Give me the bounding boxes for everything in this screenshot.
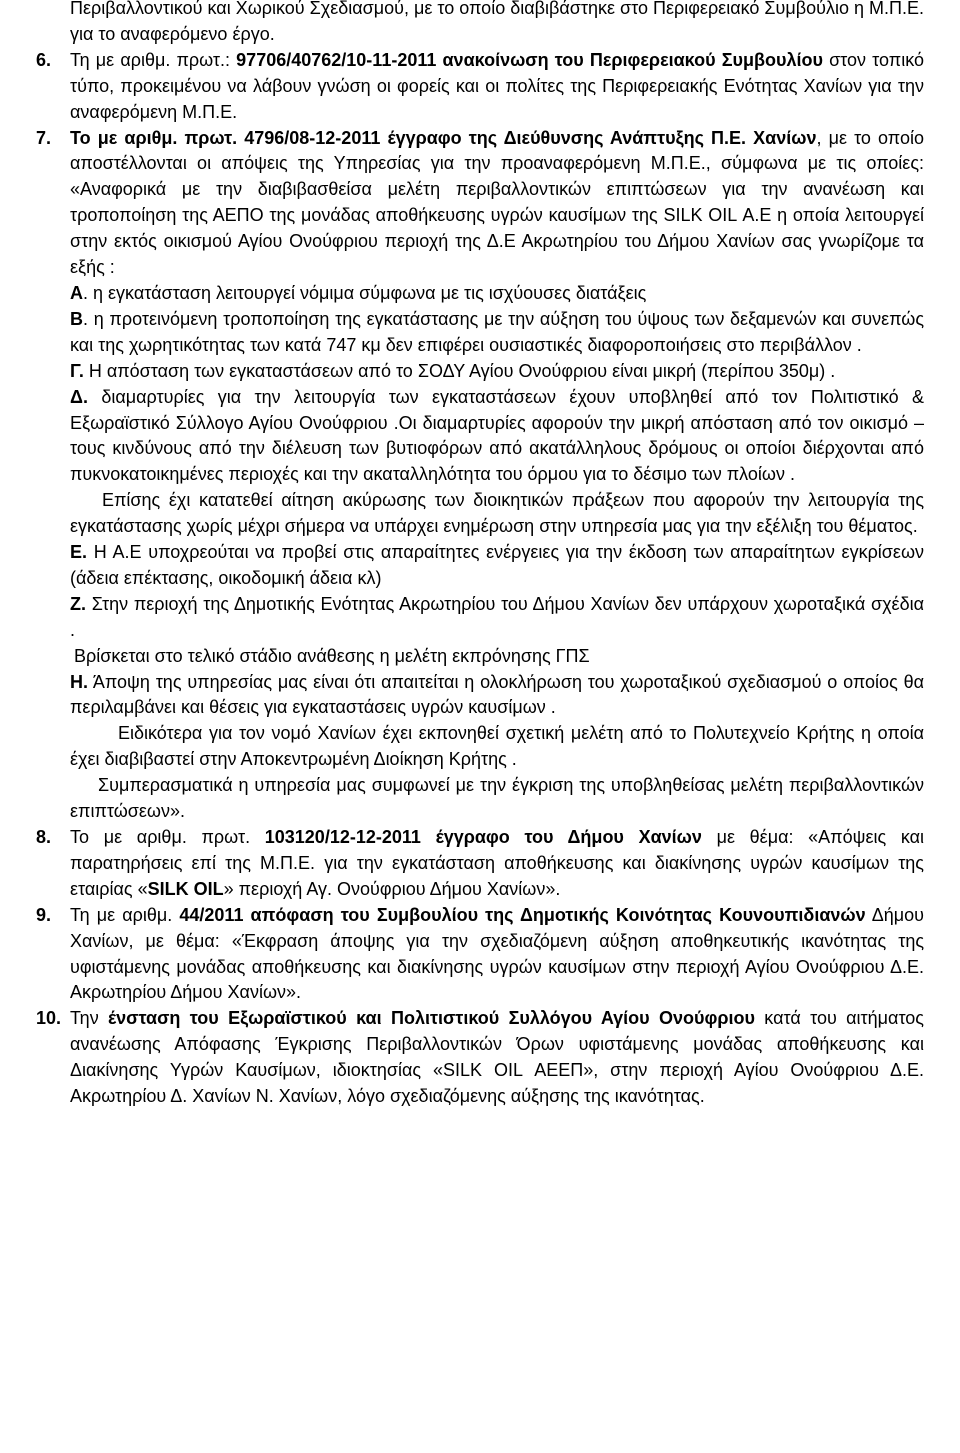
intro-paragraph (70, 0, 924, 48)
item-bold-text: 103120/12-12-2011 έγγραφο του Δήμου Χανίων (264, 827, 702, 847)
point-g (70, 359, 924, 385)
item-number: 8. (36, 827, 52, 847)
conclusion-paragraph: Συμπερασματικά η υπηρεσία μας συμφωνεί με την έγκριση της υποβληθείσας μελέτη περιβαλλοντικών επιπτώσεων». (70, 775, 924, 822)
item-number: 10. (36, 1008, 62, 1029)
point-a (70, 281, 924, 307)
item-text: Τη με αριθμ. (70, 904, 180, 925)
final-stage-paragraph: Βρίσκεται στο τελικό στάδιο ανάθεσης η μελέτη εκπρόνησης ΓΠΣ (74, 645, 590, 666)
intro-text: Περιβαλλοντικού και Χωρικού Σχεδιασμού, με το οποίο διαβιβάστηκε στο Περιφερειακό Συμβούλιο η Μ.Π.Ε. για το αναφερόμενο έργο. (70, 0, 924, 44)
point-b (70, 307, 924, 359)
list-item-8 (36, 825, 925, 903)
point-text: . η προτεινόμενη τροποποίηση της εγκατάστασης με την αύξηση του ύψους των δεξαμενών και συνεπώς και της χωρητικότητας των κατά 747 κμ δεν επιφέρει ουσιαστικές διαφοροποιήσεις στο περιβάλλον . (70, 308, 924, 355)
item-text: Την (70, 1008, 109, 1029)
item-number: 9. (36, 904, 52, 925)
list-item-6 (36, 48, 924, 126)
point-text: Η Α.Ε υποχρεούται να προβεί στις απαραίτητες ενέργειες για την έκδοση των απαραίτητων εγκρίσεων (άδεια επέκτασης, οικοδομική άδεια κλ) (70, 542, 924, 588)
list-item-7 (36, 126, 924, 825)
point-label: Α (70, 282, 83, 303)
point-label: Β (70, 308, 83, 329)
point-text: διαμαρτυρίες για την λειτουργία των εγκαταστάσεων έχουν υποβληθεί από τον Πολιτιστικό & Εξωραϊστικό Σύλλογο Αγίου Ονούφριου .Οι διαμαρτυρίες αφορούν την μικρή απόσταση από τον οικισμό –τους κινδύνους από την διέλευση των βυτιοφόρων από ακατάλληλους δρόμους οι οποίοι διέρχονται από πυκνοκατοικημένες περιοχές και την ακαταλληλότητα του όρμου για το δέσιμο των πλοίων . (70, 386, 924, 485)
list-item-10 (36, 1006, 924, 1110)
list-item-9 (36, 903, 924, 1007)
item-text: , με το οποίο αποστέλλονται οι απόψεις της Υπηρεσίας για την προαναφερόμενη Μ.Π.Ε., σύμφωνα με τις οποίες: «Αναφορικά με την διαβιβασθείσα μελέτη περιβαλλοντικών επιπτώσεων για την ανανέωση και τροποποίηση της ΑΕΠΟ της μονάδας αποθήκευσης υγρών καυσίμων της SILK OIL Α.Ε η οποία λειτουργεί στην εκτός οικισμού Αγίου Ονούφριου περιοχή της Δ.Ε Ακρωτηρίου του Δήμου Χανίων σας γνωρίζομε τα εξής : (70, 127, 924, 278)
point-e (70, 540, 924, 592)
item-text: Το με αριθμ. πρωτ. (70, 827, 265, 847)
item-bold-text: 97706/40762/10-11-2011 ανακοίνωση του Περιφερειακού Συμβουλίου (236, 49, 823, 70)
also-paragraph: Επίσης έχι κατατεθεί αίτηση ακύρωσης των διοικητικών πράξεων που αφορούν την λειτουργία της εγκατάστασης χωρίς μέχρι σήμερα να υπάρχει ενημέρωση στην υπηρεσία μας για την εξέλιξη του θέματος. (70, 490, 924, 537)
point-label: Η. (70, 671, 88, 692)
point-text: Η απόσταση των εγκαταστάσεων από το ΣΟΔΥ Αγίου Ονούφριου είναι μικρή (περίπου 350μ) . (83, 360, 836, 381)
point-label: Ζ. (70, 593, 86, 614)
point-label: Γ. (70, 360, 84, 381)
document-body (36, 0, 924, 1110)
item-bold-text: ένσταση του Εξωραϊστικού και Πολιτιστικού Συλλόγου Αγίου Ονούφριου (108, 1008, 755, 1029)
point-d (70, 385, 924, 489)
item-text: » περιοχή Αγ. Ονούφριου Δήμου Χανίων». (223, 878, 561, 899)
item-text: Δήμου Χανίων, με θέμα: «Έκφραση άποψης για την σχεδιαζόμενη αύξηση αποθηκευτικής ικανότητας της υφιστάμενης μονάδας αποθήκευσης και διακίνησης υγρών καυσίμων στην περιοχή Αγίου Ονούφριου Δ.Ε. Ακρωτηρίου Δήμου Χανίων». (70, 904, 924, 1003)
item-bold-text: SILK OIL (147, 878, 224, 899)
point-text: Στην περιοχή της Δημοτικής Ενότητας Ακρωτηρίου του Δήμου Χανίων δεν υπάρχουν χωροταξικά σχέδια . (70, 593, 924, 640)
item-text: κατά του αιτήματος ανανέωσης Απόφασης Έγκρισης Περιβαλλοντικών Όρων υφιστάμενης μονάδας αποθήκευσης και Διακίνησης Υγρών Καυσίμων, ιδιοκτησίας «SILK OIL ΑΕΕΠ», στην περιοχή Αγίου Ονούφριου Δ.Ε. Ακρωτηρίου Δ. Χανίων Ν. Χανίων, λόγο σχεδιαζόμενης αύξησης της ικανότητας. (70, 1008, 924, 1107)
point-text: Άποψη της υπηρεσίας μας είναι ότι απαιτείται η ολοκλήρωση του χωροταξικού σχεδιασμού ο οποίος θα περιλαμβάνει και θέσεις για εγκαταστάσεις υγρών καυσίμων . (70, 671, 924, 718)
item-number: 6. (36, 49, 52, 70)
item-text: με θέμα: «Απόψεις και παρατηρήσεις επί της Μ.Π.Ε. για την εγκατάσταση αποθήκευσης και διακίνησης υγρών καυσίμων της εταιρίας « (70, 827, 925, 899)
item-number: 7. (36, 127, 52, 148)
item-bold-text: Το με αριθμ. πρωτ. 4796/08-12-2011 έγγραφο της Διεύθυνσης Ανάπτυξης Π.Ε. Χανίων (70, 127, 817, 148)
specific-paragraph: Ειδικότερα για τον νομό Χανίων έχει εκπονηθεί σχετική μελέτη από το Πολυτεχνείο Κρήτης η οποία έχει διαβιβαστεί στην Αποκεντρωμένη Διοίκηση Κρήτης . (70, 723, 924, 770)
point-z (70, 592, 924, 644)
item-text: Τη με αριθμ. πρωτ.: (70, 49, 237, 70)
point-label: Ε. (70, 542, 88, 563)
point-h (70, 670, 924, 722)
point-text: . η εγκατάσταση λειτουργεί νόμιμα σύμφωνα με τις ισχύουσες διατάξεις (83, 282, 647, 303)
point-label: Δ. (70, 386, 88, 407)
item-bold-text: 44/2011 απόφαση του Συμβουλίου της Δημοτικής Κοινότητας Κουνουπιδιανών (179, 904, 866, 925)
item-text: στον τοπικό τύπο, προκειμένου να λάβουν γνώση οι φορείς και οι πολίτες της Περιφερειακής Ενότητας Χανίων για την αναφερόμενη Μ.Π.Ε. (70, 49, 924, 122)
